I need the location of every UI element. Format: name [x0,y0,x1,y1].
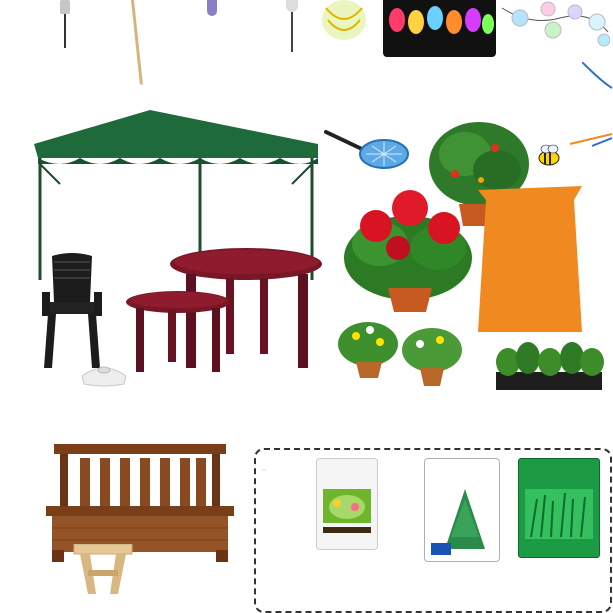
strawberry-seedlings-image [494,336,604,392]
decor-line [582,62,613,162]
pine-bark-bag-image [424,458,500,562]
top-bottle-lanterns-image [383,0,496,57]
eco-logo-subtitle [262,469,266,471]
top-lamp-set-image [285,0,299,52]
top-lamp-1-image [60,0,70,48]
black-plastic-chair-image [40,252,104,370]
top-torch-image [128,0,138,85]
universal-soil-bag-image [316,458,378,550]
round-table-image [124,290,232,374]
top-solar-balls-image [500,0,610,50]
geranium-plant-image [340,188,476,314]
top-lamp-mosaic-image [205,0,219,20]
balcony-flowers-image [336,316,464,388]
decor-orange-line [568,132,613,146]
bee-icon [534,144,564,168]
eco-brand-logo [262,458,312,490]
fly-swatter-image [322,124,414,170]
top-spiral-image [318,0,370,46]
parasol-base-image [78,358,130,388]
grass-seed-bag-image [518,458,600,558]
pelargonia-banner [478,186,582,332]
wooden-stool-image [72,544,134,596]
